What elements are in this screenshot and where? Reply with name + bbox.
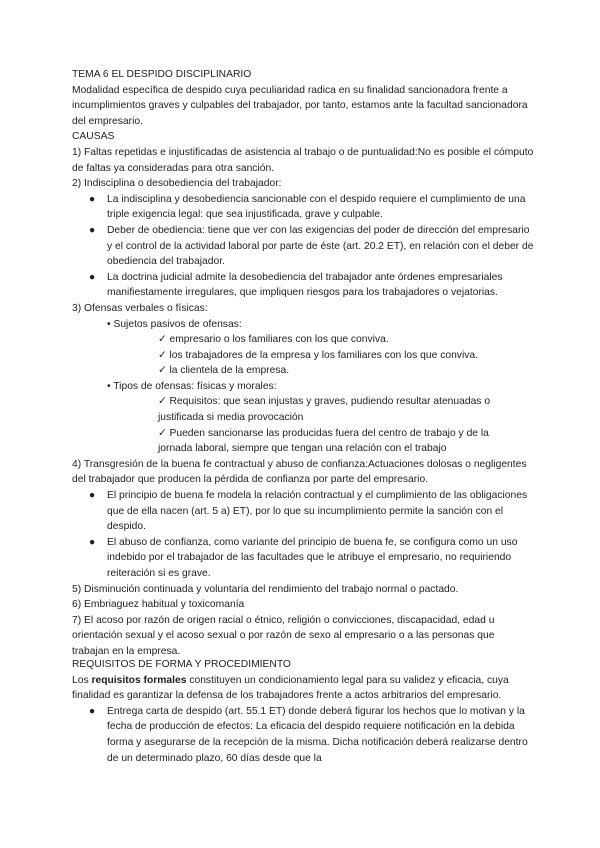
req-bold-text: requisitos formales: [91, 674, 187, 686]
sujeto-item: ✓ los trabajadores de la empresa y los familiares con los que conviva.: [158, 349, 478, 361]
list-item-text: El abuso de confianza, como variante del principio de buena fe, se configura como un uso indebido por el trabajador de las facultades que le atribuye el empresario, no requiriendo reiteración si es grave.: [107, 536, 518, 579]
causas-heading: CAUSAS: [72, 131, 115, 143]
list-item-text: Deber de obediencia: tiene que ver con las exigencias del poder de dirección del empresario y el control de la actividad laboral por parte de éste (art. 20.2 ET), en relación con el deber de obediencia del trabajador.: [107, 224, 534, 268]
sujeto-item: ✓ la clientela de la empresa.: [158, 365, 290, 377]
section-causas: [72, 67, 534, 660]
list-item: [72, 270, 534, 301]
doc-title: TEMA 6 EL DESPIDO DISCIPLINARIO: [72, 69, 252, 80]
bullet-icon: ●: [89, 536, 96, 548]
tipo-item: ✓ Pueden sancionarse las producidas fuera del centro de trabajo y de la: [158, 427, 489, 439]
causa-6: 6) Embriaguez habitual y toxicomanía: [72, 599, 245, 611]
bullet-icon: ●: [89, 193, 96, 205]
bullet-icon: ●: [89, 705, 96, 717]
requisitos-paragraph: [72, 673, 534, 704]
sujeto-item: ✓ empresario o los familiares con los que conviva.: [158, 334, 389, 346]
list-item-text: El principio de buena fe modela la relación contractual y el cumplimiento de las obligaciones que de ella nacen (art. 5 a) ET), por lo que su incumplimiento permite la sanción con el despido.: [107, 490, 528, 533]
causa-1: 1) Faltas repetidas e injustificadas de asistencia al trabajo o de puntualidad:No es posible el cómputo de faltas ya consideradas para otra sanción.: [72, 146, 534, 174]
causa-4: 4) Transgresión de la buena fe contractual y abuso de confianza:Actuaciones dolosas o negligentes del trabajador que producen la pérdida de confianza por parte del empresario.: [72, 458, 527, 486]
bullet-icon: ●: [89, 490, 96, 502]
causa-2: 2) Indisciplina o desobediencia del trabajador:: [72, 178, 282, 190]
tipo-item-cont: justificada si media provocación: [158, 412, 304, 424]
tipo-item-cont: jornada laboral, siempre que tengan una relación con el trabajo: [158, 443, 447, 455]
list-item-text: La indisciplina y desobediencia sancionable con el despido requiere el cumplimiento de una triple exigencia legal: que sea injustificada, grave y culpable.: [107, 193, 526, 221]
list-item: [72, 488, 534, 535]
list-item: [72, 535, 534, 582]
requisitos-heading: REQUISITOS DE FORMA Y PROCEDIMIENTO: [72, 659, 291, 670]
causa-5: 5) Disminución continuada y voluntaria del rendimiento del trabajo normal o pactado.: [72, 583, 459, 595]
list-item: [72, 192, 534, 223]
intro-paragraph: Modalidad específica de despido cuya peculiaridad radica en su finalidad sancionadora frente a incumplimientos graves y culpables del trabajador, por tanto, estamos ante la facultad sancionadora del empresario.: [72, 84, 528, 127]
bullet-icon: ●: [89, 271, 96, 283]
sujetos-pasivos: • Sujetos pasivos de ofensas:: [107, 318, 242, 330]
list-item: [72, 223, 534, 270]
req-text: constituyen un condicionamiento legal para su validez y eficacia, cuya finalidad es garantizar la defensa de los trabajadores frente a actos arbitrarios del empresario.: [72, 674, 509, 702]
list-item: [72, 704, 534, 766]
tipo-item: ✓ Requisitos: que sean injustas y graves, pudiendo resultar atenuadas o: [158, 396, 491, 408]
causa-7: 7) El acoso por razón de origen racial o étnico, religión o convicciones, discapacidad, edad u orientación sexual y el acoso sexual o por razón de sexo al empresario o a las personas que trabajan en la empresa.: [72, 614, 495, 657]
req-text: Los: [72, 674, 92, 686]
bullet-icon: ●: [89, 224, 96, 236]
list-item-text: La doctrina judicial admite la desobediencia del trabajador ante órdenes empresariales manifiestamente irregulares, que impliquen riesgos para los trabajadores o vejatorias.: [107, 271, 503, 299]
list-item-text: Entrega carta de despido (art. 55.1 ET) donde deberá figurar los hechos que lo motivan y la fecha de producción de efectos: La eficacia del despido requiere notificación en la debida forma y asegurarse de la recepción de la misma. Dicha notificación deberá realizarse dentro de un determinado plazo, 60 días desde que la: [107, 705, 528, 764]
section-requisitos: [72, 657, 534, 766]
causa-3: 3) Ofensas verbales o físicas:: [72, 302, 208, 314]
tipos-ofensas: • Tipos de ofensas: físicas y morales:: [107, 380, 277, 392]
